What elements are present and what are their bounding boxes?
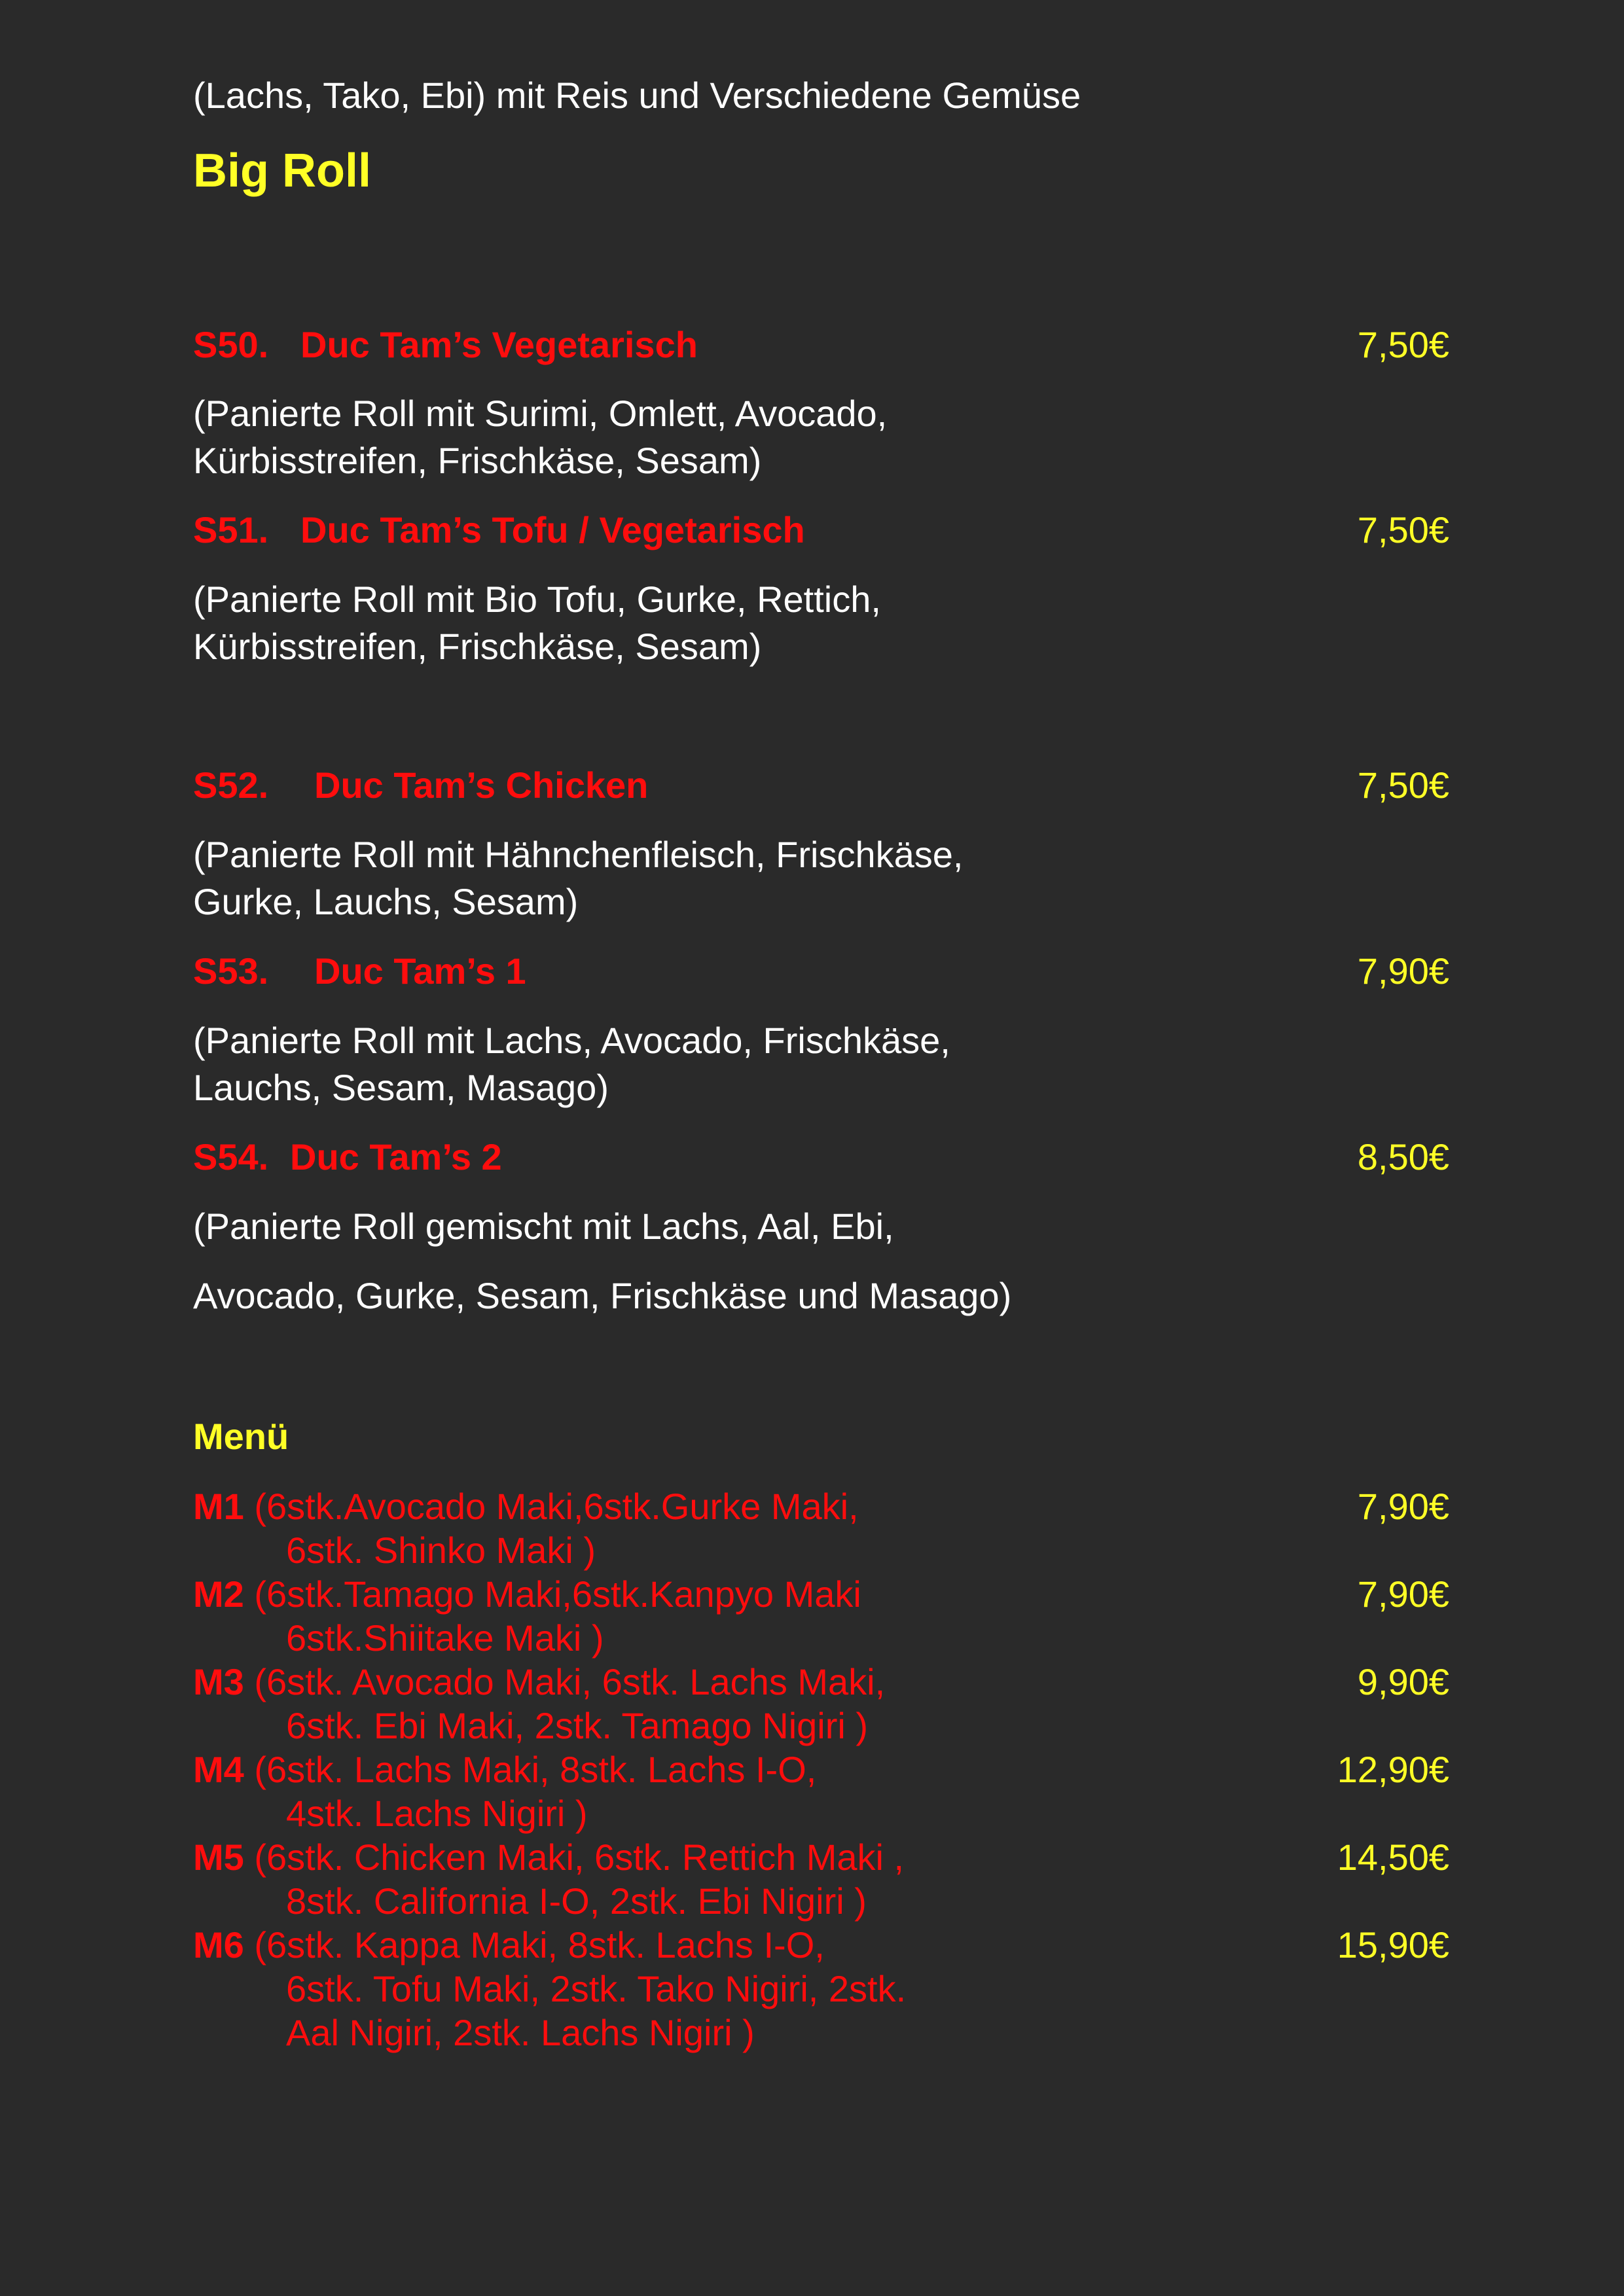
section-title: Big Roll — [193, 145, 371, 197]
item-description: (Panierte Roll gemischt mit Lachs, Aal, Ebi, — [193, 1206, 894, 1247]
item-price: 7,50€ — [1357, 764, 1449, 806]
item-description: Kürbisstreifen, Frischkäse, Sesam) — [193, 440, 762, 481]
item-price: 7,50€ — [1357, 324, 1449, 365]
menu-item-title — [193, 1136, 502, 1178]
item-description: Lauchs, Sesam, Masago) — [193, 1067, 609, 1108]
menu-price: 12,90€ — [1337, 1749, 1449, 1790]
intro-line: (Lachs, Tako, Ebi) mit Reis und Verschiedene Gemüse — [193, 75, 1081, 116]
item-description: Gurke, Lauchs, Sesam) — [193, 881, 579, 922]
menu-line: 6stk.Shiitake Maki ) — [286, 1617, 604, 1659]
menu-line: (6stk.Tamago Maki,6stk.Kanpyo Maki — [254, 1573, 861, 1615]
menu-line: (6stk. Chicken Maki, 6stk. Rettich Maki , — [254, 1837, 905, 1878]
item-name: Duc Tam’s Tofu / Vegetarisch — [300, 509, 805, 550]
menu-item-title — [193, 950, 526, 992]
menu-code: M3 — [193, 1661, 244, 1702]
item-name: Duc Tam’s 1 — [314, 950, 526, 992]
item-code: S54. — [193, 1136, 269, 1177]
menu-line: 4stk. Lachs Nigiri ) — [286, 1793, 588, 1834]
item-description: Avocado, Gurke, Sesam, Frischkäse und Masago) — [193, 1275, 1012, 1316]
item-description: Kürbisstreifen, Frischkäse, Sesam) — [193, 626, 762, 667]
item-code: S51. — [193, 509, 269, 550]
menu-price: 14,50€ — [1337, 1837, 1449, 1878]
set-menu-item — [193, 1660, 885, 1748]
menu-item-title — [193, 764, 648, 806]
item-code: S52. — [193, 764, 269, 806]
item-price: 7,90€ — [1357, 950, 1449, 992]
menu-line: Aal Nigiri, 2stk. Lachs Nigiri ) — [286, 2012, 755, 2053]
menu-price: 15,90€ — [1337, 1924, 1449, 1965]
menu-line: 8stk. California I-O, 2stk. Ebi Nigiri ) — [286, 1880, 867, 1922]
menu-line: 6stk. Tofu Maki, 2stk. Tako Nigiri, 2stk. — [286, 1968, 907, 2009]
item-name: Duc Tam’s Vegetarisch — [300, 324, 698, 365]
item-description: (Panierte Roll mit Lachs, Avocado, Frischkäse, — [193, 1020, 950, 1061]
set-menu-item — [193, 1572, 861, 1660]
menu-code: M6 — [193, 1924, 244, 1965]
set-menu-item — [193, 1484, 859, 1572]
menu-title: Menü — [193, 1416, 289, 1457]
menu-code: M5 — [193, 1837, 244, 1878]
menu-item-title — [193, 323, 698, 366]
item-description: (Panierte Roll mit Surimi, Omlett, Avocado, — [193, 393, 888, 434]
set-menu-item — [193, 1748, 816, 1835]
menu-code: M4 — [193, 1749, 244, 1790]
menu-code: M1 — [193, 1486, 244, 1527]
menu-price: 7,90€ — [1357, 1573, 1449, 1615]
item-price: 7,50€ — [1357, 509, 1449, 550]
item-code: S53. — [193, 950, 269, 992]
item-description: (Panierte Roll mit Hähnchenfleisch, Frischkäse, — [193, 834, 964, 875]
menu-line: 6stk. Shinko Maki ) — [286, 1530, 596, 1571]
item-name: Duc Tam’s Chicken — [314, 764, 649, 806]
set-menu-item — [193, 1835, 904, 1923]
menu-line: (6stk. Kappa Maki, 8stk. Lachs I-O, — [254, 1924, 825, 1965]
set-menu-item — [193, 1923, 906, 2054]
menu-line: (6stk.Avocado Maki,6stk.Gurke Maki, — [254, 1486, 859, 1527]
menu-price: 9,90€ — [1357, 1661, 1449, 1702]
menu-code: M2 — [193, 1573, 244, 1615]
item-description: (Panierte Roll mit Bio Tofu, Gurke, Rettich, — [193, 579, 881, 620]
item-name: Duc Tam’s 2 — [290, 1136, 502, 1177]
menu-line: (6stk. Lachs Maki, 8stk. Lachs I-O, — [254, 1749, 817, 1790]
menu-price: 7,90€ — [1357, 1486, 1449, 1527]
menu-line: 6stk. Ebi Maki, 2stk. Tamago Nigiri ) — [286, 1705, 869, 1746]
menu-item-title — [193, 509, 805, 551]
item-price: 8,50€ — [1357, 1136, 1449, 1177]
item-code: S50. — [193, 324, 269, 365]
menu-line: (6stk. Avocado Maki, 6stk. Lachs Maki, — [254, 1661, 886, 1702]
